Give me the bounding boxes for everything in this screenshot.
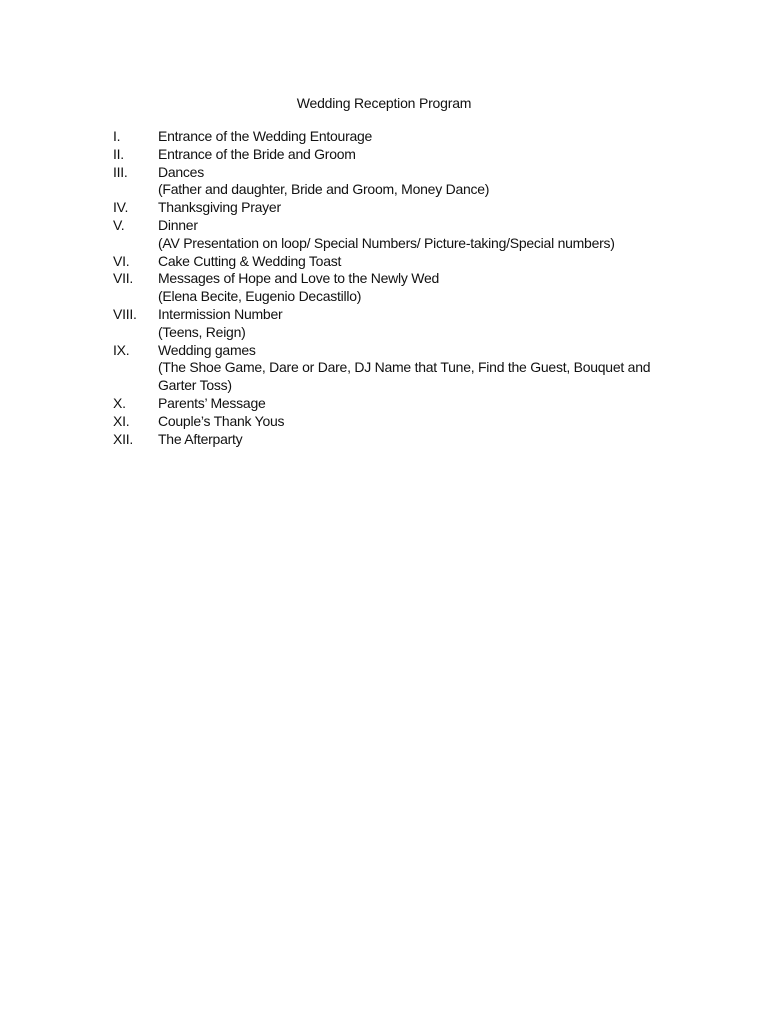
item-heading: Thanksgiving Prayer: [158, 199, 281, 216]
item-heading: Intermission Number: [158, 305, 283, 322]
item-heading: Messages of Hope and Love to the Newly Wed: [158, 270, 440, 287]
item-heading: Cake Cutting & Wedding Toast: [158, 252, 342, 269]
item-heading: Entrance of the Bride and Groom: [158, 145, 356, 162]
item-note: (Elena Becite, Eugenio Decastillo): [158, 288, 362, 305]
item-numeral: I.: [113, 128, 121, 144]
program-item: [113, 431, 658, 449]
item-note: (AV Presentation on loop/ Special Numbers/ Picture-taking/Special numbers): [158, 234, 615, 251]
program-item: [113, 164, 658, 200]
item-numeral: IV.: [113, 199, 129, 216]
program-item: [113, 199, 658, 217]
item-body: [158, 342, 658, 395]
item-note: (Father and daughter, Bride and Groom, Money Dance): [158, 181, 490, 198]
item-body: [158, 270, 658, 306]
item-body: [158, 199, 658, 217]
program-item: [113, 217, 658, 253]
item-body: [158, 146, 658, 164]
program-item: [113, 270, 658, 306]
item-body: [158, 431, 658, 449]
item-numeral: IX.: [113, 341, 130, 358]
item-numeral: II.: [113, 145, 124, 162]
item-numeral: VII.: [113, 270, 134, 287]
item-heading: The Afterparty: [158, 430, 243, 447]
item-body: [158, 395, 658, 413]
program-item: [113, 306, 658, 342]
item-heading: Wedding games: [158, 341, 256, 358]
item-heading: Dinner: [158, 216, 198, 233]
item-numeral: XII.: [113, 430, 134, 447]
item-numeral: III.: [113, 163, 128, 180]
item-heading: Entrance of the Wedding Entourage: [158, 128, 373, 144]
program-item: [113, 253, 658, 271]
program-item: [113, 342, 658, 395]
item-heading: Dances: [158, 163, 204, 180]
item-numeral: V.: [113, 216, 125, 233]
item-numeral: X.: [113, 394, 126, 411]
program-item: [113, 395, 658, 413]
item-body: [158, 306, 658, 342]
item-body: [158, 164, 658, 200]
item-body: [158, 413, 658, 431]
item-note: (The Shoe Game, Dare or Dare, DJ Name that Tune, Find the Guest, Bouquet and Garter Toss): [158, 359, 651, 394]
item-body: [158, 128, 658, 146]
item-heading: Parents’ Message: [158, 394, 266, 411]
item-numeral: XI.: [113, 412, 130, 429]
item-body: [158, 217, 658, 253]
document-title: Wedding Reception Program: [296, 95, 472, 111]
item-numeral: VIII.: [113, 305, 137, 322]
item-heading: Couple’s Thank Yous: [158, 412, 285, 429]
program-item: [113, 146, 658, 164]
program-item: [113, 413, 658, 431]
item-note: (Teens, Reign): [158, 323, 246, 340]
item-body: [158, 253, 658, 271]
program-list: [113, 128, 658, 448]
item-numeral: VI.: [113, 252, 130, 269]
program-item: [113, 128, 658, 146]
